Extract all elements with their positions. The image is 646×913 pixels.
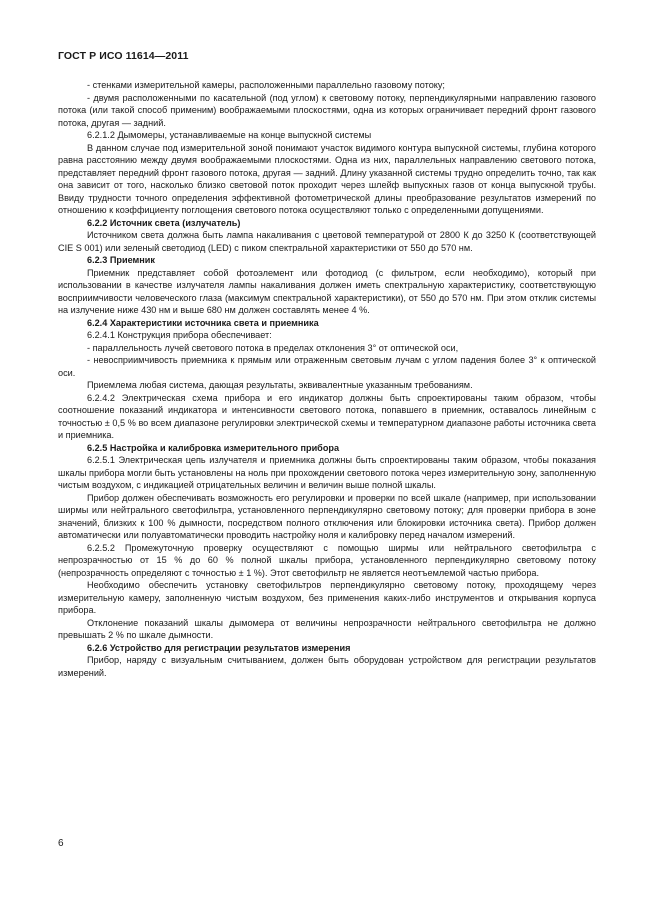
paragraph: Источником света должна быть лампа накаливания с цветовой температурой от 2800 К до 3250 К (соответствующей CIE S 001) или зеленый светодиод (LED) с пиком спектральной характеристики от 550 до 570 нм. — [58, 230, 596, 253]
paragraph: Приемлема любая система, дающая результаты, эквивалентные указанным требованиям. — [87, 380, 473, 390]
page-number: 6 — [58, 838, 64, 849]
document-body — [58, 79, 596, 679]
section-heading: 6.2.4 Характеристики источника света и приемника — [87, 317, 319, 328]
paragraph: В данном случае под измерительной зоной понимают участок видимого контура выпускной системы, глубина которого равна расстоянию между двумя воображаемыми плоскостями. Одна из них, параллельных направлению светового потока, представляет передний фронт газового потока, другая — задний. Длину указанной системы трудно определить точно, так как она зависит от того, насколько близко световой поток проходит через шлейф выпускных газов от конца выпускной трубы. Ввиду трудности точного определения эффективной фотометрической длины преобразование результатов измерений по отношению к коэффициенту поглощения светового потока осуществляют только с определенными допущениями. — [58, 142, 596, 215]
paragraph: Необходимо обеспечить установку светофильтров перпендикулярно световому потоку, проходящему через измерительную камеру, заполненную чистым воздухом, без применения каких-либо инструментов и открывания корпуса прибора. — [58, 580, 596, 615]
paragraph: 6.2.4.1 Конструкция прибора обеспечивает: — [87, 330, 272, 340]
list-item: - параллельность лучей светового потока в пределах отклонения 3° от оптической оси, — [87, 342, 459, 353]
paragraph: Прибор должен обеспечивать возможность его регулировки и проверки по всей шкале (например, при использовании ширмы или нейтрального светофильтра, установленного перпендикулярно световому потоку; для проверки прибора в зоне значений, близких к 100 % дымности, посредством полного отключения или блокировки источника света). Прибор должен автоматически или полуавтоматически проводить настройку ноля и калибровку перед началом измерений. — [58, 492, 596, 540]
list-item: - невосприимчивость приемника к прямым или отраженным световым лучам с углом падения более 3° к оптической оси. — [58, 355, 596, 378]
paragraph: Приемник представляет собой фотоэлемент или фотодиод (с фильтром, если необходимо), который при использовании в качестве излучателя лампы накаливания должен иметь спектральную характеристику, соответствующую восприимчивости человеческого глаза (максимум спектральной характеристики), от 550 до 570 нм. При этом отклик системы на излучение ниже 430 нм и выше 680 нм должен составлять менее 4 %. — [58, 267, 596, 315]
paragraph: - двумя расположенными по касательной (под углом) к световому потоку, перпендикулярными направлению газового потока (или такой способ применим) воображаемыми плоскостями, одна из которых ограничивает передний фронт газового потока, другая — задний. — [58, 92, 596, 128]
paragraph: 6.2.5.1 Электрическая цепь излучателя и приемника должны быть спроектированы таким образом, чтобы показания шкалы прибора могли быть установлены на ноль при прохождении светового потока через измерительную зону, заполненную чистым воздухом, с индикацией отрицательных величин и величин выше полной шкалы. — [58, 455, 596, 490]
paragraph: - стенками измерительной камеры, расположенными параллельно газовому потоку; — [87, 80, 445, 90]
section-heading: 6.2.5 Настройка и калибровка измерительного прибора — [87, 442, 340, 453]
paragraph: Прибор, наряду с визуальным считыванием, должен быть оборудован устройством для регистрации результатов измерений. — [58, 655, 596, 678]
section-heading: 6.2.2 Источник света (излучатель) — [87, 217, 241, 228]
paragraph: Отклонение показаний шкалы дымомера от величины непрозрачности нейтрального светофильтра не должно превышать 2 % по шкале дымности. — [58, 617, 596, 640]
section-heading: 6.2.3 Приемник — [87, 255, 155, 265]
paragraph: 6.2.1.2 Дымомеры, устанавливаемые на конце выпускной системы — [87, 130, 372, 140]
paragraph: 6.2.5.2 Промежуточную проверку осуществляют с помощью ширмы или нейтрального светофильтра с непрозрачностью от 15 % до 60 % полной шкалы прибора, установленного перпендикулярно световому потоку (непрозрачность определяют с точностью ± 1 %). Этот светофильтр не является неотъемлемой частью прибора. — [58, 542, 596, 578]
paragraph: 6.2.4.2 Электрическая схема прибора и его индикатор должны быть спроектированы таким образом, чтобы соотношение показаний индикатора и интенсивности светового потока, попавшего в приемник, оставалось линейным с точностью ± 0,5 % во всем диапазоне регулировки электрической схемы и температурном диапазоне работы источника света и приемника. — [58, 392, 596, 440]
section-heading: 6.2.6 Устройство для регистрации результатов измерения — [87, 642, 351, 653]
standard-header: ГОСТ Р ИСО 11614—2011 — [58, 50, 189, 62]
